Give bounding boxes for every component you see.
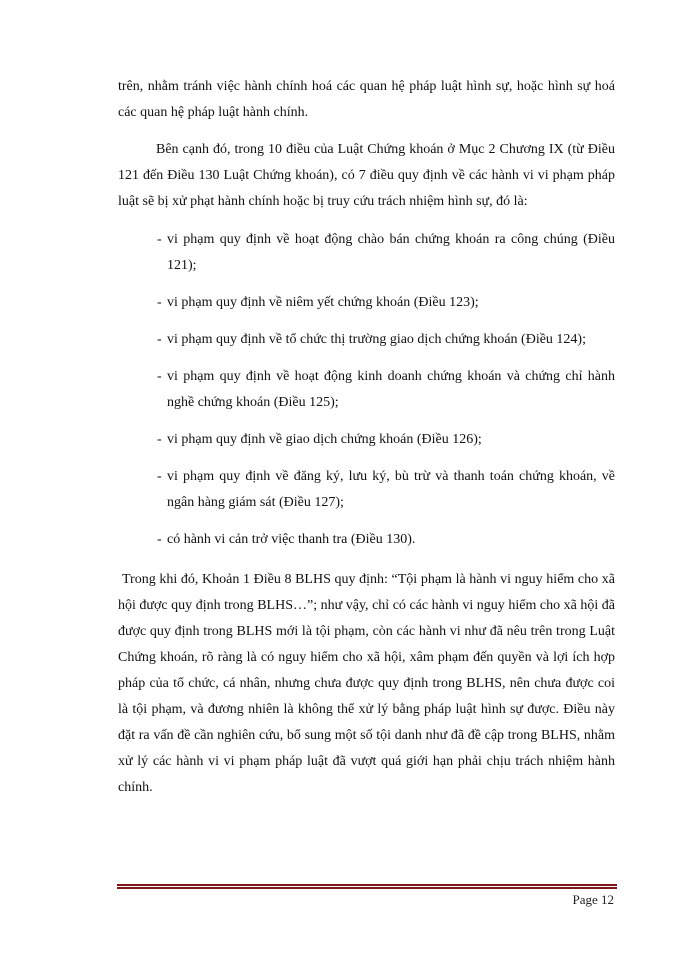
list-item-text: có hành vi cản trở việc thanh tra (Điều 130). (167, 532, 416, 547)
page-number: Page 12 (572, 892, 614, 907)
list-item (118, 327, 615, 353)
page-body (118, 74, 615, 812)
list-item (118, 290, 615, 316)
list-item (118, 464, 615, 516)
violation-list (118, 227, 615, 553)
dash-bullet: - (157, 369, 162, 384)
list-item (118, 227, 615, 279)
paragraph-conclusion: Trong khi đó, Khoản 1 Điều 8 BLHS quy định: “Tội phạm là hành vi nguy hiểm cho xã hội được quy định trong BLHS…”; như vậy, chỉ có các hành vi nguy hiểm cho xã hội đã được quy định trong BLHS mới là tội phạm, còn các hành vi như đã nêu trên trong Luật Chứng khoán, rõ ràng là có nguy hiểm cho xã hội, xâm phạm đến quyền và lợi ích hợp pháp của tổ chức, cá nhân, nhưng chưa được quy định trong BLHS, nên chưa được coi là tội phạm, và đương nhiên là không thể xử lý bằng pháp luật hình sự được. Điều này đặt ra vấn đề cần nghiên cứu, bổ sung một số tội danh như đã đề cập trong BLHS, nhằm xử lý các hành vi vi phạm pháp luật đã vượt quá giới hạn phải chịu trách nhiệm hành chính. (118, 572, 615, 795)
list-item-text: vi phạm quy định về giao dịch chứng khoán (Điều 126); (167, 432, 482, 447)
dash-bullet: - (157, 232, 162, 247)
footer-rule-bottom (117, 887, 617, 889)
list-item (118, 364, 615, 416)
list-item-text: vi phạm quy định về hoạt động chào bán chứng khoán ra công chúng (Điều 121); (167, 232, 615, 273)
footer-divider (117, 884, 617, 889)
list-item-text: vi phạm quy định về đăng ký, lưu ký, bù trừ và thanh toán chứng khoán, về ngân hàng giám sát (Điều 127); (167, 469, 615, 510)
paragraph-continuation: trên, nhằm tránh việc hành chính hoá các quan hệ pháp luật hình sự, hoặc hình sự hoá các quan hệ pháp luật hành chính. (118, 79, 615, 120)
list-item-text: vi phạm quy định về hoạt động kinh doanh chứng khoán và chứng chỉ hành nghề chứng khoán (Điều 125); (167, 369, 615, 410)
list-item-text: vi phạm quy định về niêm yết chứng khoán (Điều 123); (167, 295, 479, 310)
dash-bullet: - (157, 295, 162, 310)
list-item-text: vi phạm quy định về tổ chức thị trường giao dịch chứng khoán (Điều 124); (167, 332, 586, 347)
dash-bullet: - (157, 469, 162, 484)
dash-bullet: - (157, 532, 162, 547)
paragraph-intro-list: Bên cạnh đó, trong 10 điều của Luật Chứng khoán ở Mục 2 Chương IX (từ Điều 121 đến Điều 130 Luật Chứng khoán), có 7 điều quy định về các hành vi vi phạm pháp luật sẽ bị xử phạt hành chính hoặc bị truy cứu trách nhiệm hình sự, đó là: (118, 142, 615, 209)
list-item (118, 427, 615, 453)
dash-bullet: - (157, 432, 162, 447)
list-item (118, 527, 615, 553)
dash-bullet: - (157, 332, 162, 347)
